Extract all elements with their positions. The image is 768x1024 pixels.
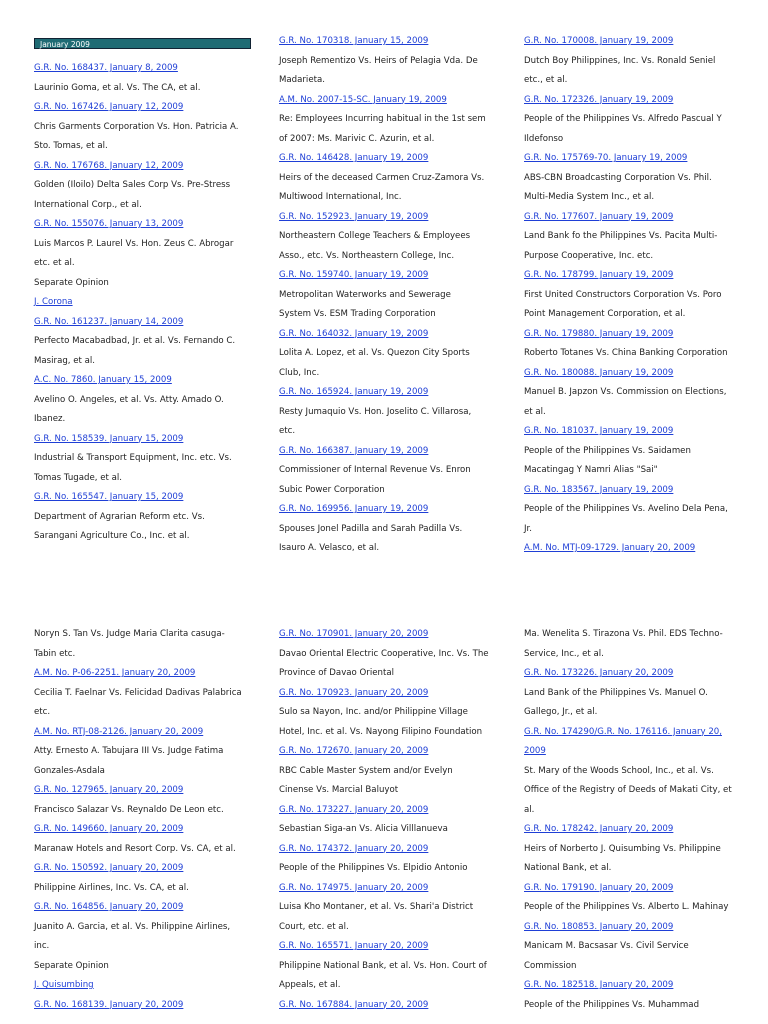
case-text: Re: Employees Incurring habitual in the 1st sem: [279, 114, 486, 124]
case-text: Sto. Tomas, et al.: [34, 141, 108, 151]
case-text: Appeals, et al.: [279, 980, 341, 990]
case-text: Macatingag Y Namri Alias "Sai": [524, 465, 658, 475]
case-text: Ildefonso: [524, 133, 564, 144]
bottom-column-1: [34, 625, 260, 1015]
case-text: Philippine Airlines, Inc. Vs. CA, et al.: [34, 882, 189, 893]
case-text: People of the Philippines Vs. Saidamen: [524, 445, 691, 456]
case-text: al.: [524, 804, 535, 815]
case-text: ABS-CBN Broadcasting Corporation Vs. Phil.: [524, 172, 712, 183]
case-link[interactable]: G.R. No. 167426. January 12, 2009: [34, 102, 184, 112]
case-text: Cinense Vs. Marcial Baluyot: [279, 785, 399, 795]
entry-list: [34, 59, 260, 547]
case-link[interactable]: A.M. No. MTJ-09-1729. January 20, 2009: [524, 543, 696, 553]
case-text: Land Bank fo the Philippines Vs. Pacita Multi-: [524, 231, 718, 241]
case-link[interactable]: G.R. No. 177607. January 19, 2009: [524, 211, 674, 222]
case-link[interactable]: G.R. No. 165547. January 15, 2009: [34, 492, 184, 502]
case-text: etc.: [279, 426, 296, 436]
case-text: People of the Philippines Vs. Avelino Dela Pena,: [524, 504, 728, 514]
entry-list: [524, 625, 750, 1015]
case-text: Sarangani Agriculture Co., Inc. et al.: [34, 531, 190, 541]
case-text: International Corp., et al.: [34, 199, 142, 210]
case-link[interactable]: G.R. No. 158539. January 15, 2009: [34, 433, 184, 444]
case-text: Juanito A. Garcia, et al. Vs. Philippine Airlines,: [34, 921, 231, 932]
case-text: Northeastern College Teachers & Employees: [279, 231, 471, 241]
case-link[interactable]: G.R. No. 178799. January 19, 2009: [524, 270, 674, 280]
case-text: Service, Inc., et al.: [524, 648, 604, 659]
case-link[interactable]: J. Quisumbing: [34, 980, 94, 990]
case-link[interactable]: G.R. No. 164032. January 19, 2009: [279, 328, 429, 339]
case-text: Madarieta.: [279, 75, 325, 85]
case-text: Province of Davao Oriental: [279, 668, 394, 678]
entry-list: [279, 625, 505, 1015]
case-link[interactable]: G.R. No. 182518. January 20, 2009: [524, 980, 674, 990]
case-link[interactable]: G.R. No. 167884. January 20, 2009: [279, 999, 429, 1010]
case-text: Atty. Ernesto A. Tabujara III Vs. Judge Fatima: [34, 746, 224, 756]
case-text: etc. et al.: [34, 258, 75, 268]
case-text: People of the Philippines Vs. Alfredo Pascual Y: [524, 114, 722, 124]
case-text: Ma. Wenelita S. Tirazona Vs. Phil. EDS Techno-: [524, 629, 723, 639]
case-link[interactable]: G.R. No. 179190. January 20, 2009: [524, 882, 674, 893]
case-text: Luis Marcos P. Laurel Vs. Hon. Zeus C. Abrogar: [34, 238, 234, 249]
case-link[interactable]: G.R. No. 159740. January 19, 2009: [279, 270, 429, 280]
case-text: Commissioner of Internal Revenue Vs. Enron: [279, 465, 471, 475]
case-link[interactable]: G.R. No. 161237. January 14, 2009: [34, 316, 184, 327]
case-link[interactable]: G.R. No. 164856. January 20, 2009: [34, 902, 184, 912]
case-link[interactable]: G.R. No. 168437. January 8, 2009: [34, 63, 178, 73]
case-text: Gallego, Jr., et al.: [524, 707, 598, 717]
case-text: Jr.: [524, 523, 533, 534]
case-text: Davao Oriental Electric Cooperative, Inc. Vs. The: [279, 648, 489, 659]
case-text: Gonzales-Asdala: [34, 765, 105, 776]
case-link[interactable]: G.R. No. 150592. January 20, 2009: [34, 863, 184, 873]
case-text: Noryn S. Tan Vs. Judge Maria Clarita casuga-: [34, 629, 225, 639]
case-link[interactable]: G.R. No. 152923. January 19, 2009: [279, 211, 429, 222]
case-text: Roberto Totanes Vs. China Banking Corporation: [524, 348, 728, 358]
case-link[interactable]: A.M. No. P-06-2251. January 20, 2009: [34, 668, 196, 678]
case-text: Ibanez.: [34, 414, 66, 424]
case-text: System Vs. ESM Trading Corporation: [279, 309, 436, 319]
case-text: Point Management Corporation, et al.: [524, 309, 686, 319]
case-link[interactable]: G.R. No. 170923. January 20, 2009: [279, 687, 429, 698]
case-text: Department of Agrarian Reform etc. Vs.: [34, 511, 205, 522]
case-text: Manicam M. Bacsasar Vs. Civil Service: [524, 941, 689, 951]
case-link[interactable]: G.R. No. 174290/G.R. No. 176116. January 20,: [524, 726, 722, 737]
case-text: inc.: [34, 941, 50, 951]
case-text: People of the Philippines Vs. Elpidio Antonio: [279, 863, 468, 873]
top-column-3: [524, 32, 750, 559]
case-text: Dutch Boy Philippines, Inc. Vs. Ronald Seniel: [524, 55, 716, 66]
case-text: Golden (Iloilo) Delta Sales Corp Vs. Pre-Stress: [34, 180, 231, 190]
case-text: et al.: [524, 406, 546, 417]
case-link[interactable]: G.R. No. 180088. January 19, 2009: [524, 367, 674, 378]
case-text: Isauro A. Velasco, et al.: [279, 543, 380, 553]
case-link[interactable]: G.R. No. 179880. January 19, 2009: [524, 328, 674, 339]
case-text: Heirs of the deceased Carmen Cruz-Zamora Vs.: [279, 172, 485, 183]
case-link[interactable]: G.R. No. 172670. January 20, 2009: [279, 746, 429, 756]
case-link[interactable]: A.M. No. 2007-15-SC. January 19, 2009: [279, 94, 447, 105]
case-text: People of the Philippines Vs. Alberto L. Mahinay: [524, 902, 729, 912]
month-header: January 2009: [34, 38, 251, 49]
case-link[interactable]: G.R. No. 165924. January 19, 2009: [279, 387, 429, 397]
case-text: Hotel, Inc. et al. Vs. Nayong Filipino Foundation: [279, 726, 483, 737]
entry-list: [279, 32, 505, 559]
case-link[interactable]: G.R. No. 178242. January 20, 2009: [524, 824, 674, 834]
case-text: Asso., etc. Vs. Northeastern College, Inc.: [279, 250, 455, 261]
case-text: People of the Philippines Vs. Muhammad: [524, 999, 700, 1010]
case-link[interactable]: G.R. No. 170318. January 15, 2009: [279, 36, 429, 46]
case-text: Land Bank of the Philippines Vs. Manuel O.: [524, 687, 708, 698]
case-text: St. Mary of the Woods School, Inc., et al. Vs.: [524, 765, 714, 776]
case-text: RBC Cable Master System and/or Evelyn: [279, 765, 453, 776]
case-link[interactable]: G.R. No. 165571. January 20, 2009: [279, 941, 429, 951]
case-text: Heirs of Norberto J. Quisumbing Vs. Philippine: [524, 843, 721, 854]
case-link[interactable]: G.R. No. 169956. January 19, 2009: [279, 504, 429, 514]
bottom-column-3: [524, 625, 750, 1015]
case-text: Tomas Tugade, et al.: [34, 472, 122, 483]
case-link[interactable]: G.R. No. 173227. January 20, 2009: [279, 804, 429, 815]
entry-list: [34, 625, 260, 1015]
case-link[interactable]: G.R. No. 170008. January 19, 2009: [524, 36, 674, 46]
case-text: Sulo sa Nayon, Inc. and/or Philippine Village: [279, 707, 468, 717]
case-text: Manuel B. Japzon Vs. Commission on Elections,: [524, 387, 727, 397]
case-text: Perfecto Macabadbad, Jr. et al. Vs. Fernando C.: [34, 336, 236, 346]
case-link[interactable]: G.R. No. 172326. January 19, 2009: [524, 94, 674, 105]
case-text: Maranaw Hotels and Resort Corp. Vs. CA, et al.: [34, 843, 236, 854]
case-link[interactable]: A.C. No. 7860. January 15, 2009: [34, 375, 172, 385]
case-link[interactable]: G.R. No. 149660. January 20, 2009: [34, 824, 184, 834]
case-text: Multiwood International, Inc.: [279, 192, 402, 202]
entry-list: [524, 32, 750, 559]
case-text: etc.: [34, 707, 51, 717]
case-text: Subic Power Corporation: [279, 484, 385, 495]
case-text: Separate Opinion: [34, 960, 109, 971]
case-text: Multi-Media System Inc., et al.: [524, 192, 655, 202]
case-link[interactable]: G.R. No. 174975. January 20, 2009: [279, 882, 429, 893]
top-column-1: [34, 33, 260, 547]
case-link[interactable]: G.R. No. 170901. January 20, 2009: [279, 629, 429, 639]
case-link[interactable]: G.R. No. 181037. January 19, 2009: [524, 426, 674, 436]
case-text: Francisco Salazar Vs. Reynaldo De Leon etc.: [34, 804, 224, 815]
case-link[interactable]: G.R. No. 168139. January 20, 2009: [34, 999, 184, 1010]
case-link[interactable]: G.R. No. 146428. January 19, 2009: [279, 153, 429, 163]
case-text: First United Constructors Corporation Vs. Poro: [524, 289, 722, 300]
case-link[interactable]: G.R. No. 180853. January 20, 2009: [524, 921, 674, 932]
case-text: Luisa Kho Montaner, et al. Vs. Shari'a District: [279, 902, 474, 912]
case-text: Metropolitan Waterworks and Sewerage: [279, 289, 451, 300]
case-link[interactable]: G.R. No. 176768. January 12, 2009: [34, 160, 184, 171]
case-text: Philippine National Bank, et al. Vs. Hon. Court of: [279, 960, 487, 971]
case-link[interactable]: G.R. No. 183567. January 19, 2009: [524, 484, 674, 495]
case-text: Tabin etc.: [34, 648, 76, 659]
case-text: Chris Garments Corporation Vs. Hon. Patricia A.: [34, 121, 239, 132]
case-text: Masirag, et al.: [34, 355, 96, 366]
case-link[interactable]: G.R. No. 174372. January 20, 2009: [279, 843, 429, 854]
case-link[interactable]: G.R. No. 175769-70. January 19, 2009: [524, 153, 688, 163]
case-link[interactable]: A.M. No. RTJ-08-2126. January 20, 2009: [34, 726, 204, 737]
case-text: Cecilia T. Faelnar Vs. Felicidad Dadivas Palabrica: [34, 687, 242, 698]
case-text: National Bank, et al.: [524, 863, 612, 873]
case-link[interactable]: G.R. No. 173226. January 20, 2009: [524, 668, 674, 678]
case-text: etc., et al.: [524, 75, 568, 85]
case-text: Court, etc. et al.: [279, 921, 349, 932]
case-text: Avelino O. Angeles, et al. Vs. Atty. Amado O.: [34, 394, 224, 405]
case-link[interactable]: 2009: [524, 746, 546, 756]
case-link[interactable]: J. Corona: [34, 297, 73, 307]
case-text: Joseph Rementizo Vs. Heirs of Pelagia Vda. De: [279, 55, 478, 66]
case-text: Industrial & Transport Equipment, Inc. etc. Vs.: [34, 453, 232, 463]
top-column-2: [279, 32, 505, 559]
case-text: Purpose Cooperative, Inc. etc.: [524, 250, 654, 261]
case-text: Laurinio Goma, et al. Vs. The CA, et al.: [34, 82, 201, 93]
case-text: Commission: [524, 960, 577, 971]
case-text: Spouses Jonel Padilla and Sarah Padilla Vs.: [279, 523, 463, 534]
case-link[interactable]: G.R. No. 166387. January 19, 2009: [279, 445, 429, 456]
case-text: Lolita A. Lopez, et al. Vs. Quezon City Sports: [279, 348, 470, 358]
case-text: Office of the Registry of Deeds of Makati City, et: [524, 785, 732, 795]
case-text: of 2007: Ms. Marivic C. Azurin, et al.: [279, 133, 435, 144]
bottom-column-2: [279, 625, 505, 1015]
case-link[interactable]: G.R. No. 127965. January 20, 2009: [34, 785, 184, 795]
case-link[interactable]: G.R. No. 155076. January 13, 2009: [34, 219, 184, 229]
case-text: Separate Opinion: [34, 277, 109, 288]
case-text: Club, Inc.: [279, 367, 320, 378]
case-text: Sebastian Siga-an Vs. Alicia Villlanueva: [279, 824, 448, 834]
case-text: Resty Jumaquio Vs. Hon. Joselito C. Villarosa,: [279, 406, 472, 417]
